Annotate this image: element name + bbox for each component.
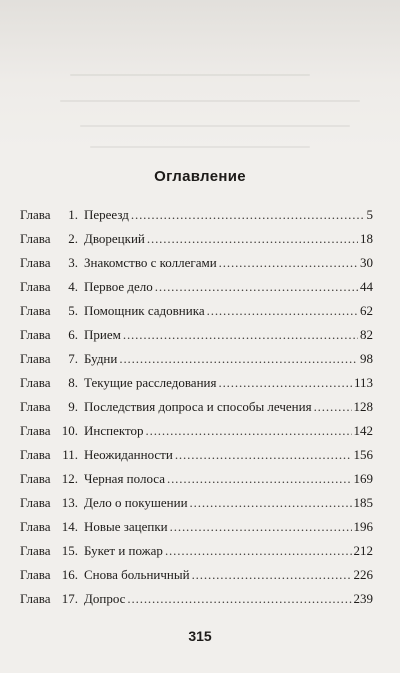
chapter-page-number: 18 xyxy=(360,231,373,246)
toc-entry[interactable] xyxy=(20,515,373,539)
toc-entry[interactable] xyxy=(20,467,373,491)
toc-entry[interactable] xyxy=(20,299,373,323)
dot-leader xyxy=(167,467,352,491)
chapter-title: Снова больничный xyxy=(84,567,190,582)
chapter-number: 16. xyxy=(61,567,78,582)
dot-leader xyxy=(314,395,352,419)
table-of-contents xyxy=(20,203,373,611)
dot-leader xyxy=(119,347,358,371)
chapter-number: 11. xyxy=(62,447,78,462)
dot-leader xyxy=(155,275,358,299)
chapter-page-number: 62 xyxy=(360,303,373,318)
chapter-word: Глава xyxy=(20,423,51,438)
chapter-word: Глава xyxy=(20,495,51,510)
chapter-title: Переезд xyxy=(84,207,129,222)
chapter-title: Первое дело xyxy=(84,279,153,294)
chapter-title: Знакомство с коллегами xyxy=(84,255,217,270)
page-number: 315 xyxy=(188,628,212,644)
chapter-page-number: 196 xyxy=(353,519,373,534)
show-through-area xyxy=(0,0,400,150)
dot-leader xyxy=(127,587,351,611)
chapter-number: 8. xyxy=(68,375,78,390)
dot-leader xyxy=(192,563,352,587)
chapter-title: Инспектор xyxy=(84,423,144,438)
toc-entry[interactable] xyxy=(20,395,373,419)
chapter-page-number: 226 xyxy=(353,567,373,582)
toc-entry[interactable] xyxy=(20,443,373,467)
chapter-title: Дело о покушении xyxy=(84,495,188,510)
toc-entry[interactable] xyxy=(20,275,373,299)
chapter-number: 13. xyxy=(61,495,78,510)
chapter-page-number: 128 xyxy=(353,399,373,414)
dot-leader xyxy=(219,251,358,275)
chapter-number: 7. xyxy=(68,351,78,366)
chapter-number: 1. xyxy=(68,207,78,222)
chapter-page-number: 113 xyxy=(353,375,373,390)
chapter-page-number: 239 xyxy=(353,591,373,606)
dot-leader xyxy=(131,203,365,227)
chapter-page-number: 212 xyxy=(353,543,373,558)
chapter-number: 3. xyxy=(68,255,78,270)
chapter-word: Глава xyxy=(20,471,51,486)
toc-entry[interactable] xyxy=(20,371,373,395)
show-through-line xyxy=(70,74,310,76)
dot-leader xyxy=(165,539,352,563)
chapter-title: Будни xyxy=(84,351,118,366)
chapter-number: 6. xyxy=(68,327,78,342)
chapter-page-number: 30 xyxy=(360,255,373,270)
chapter-word: Глава xyxy=(20,399,51,414)
chapter-page-number: 44 xyxy=(360,279,373,294)
chapter-title: Текущие расследования xyxy=(84,375,217,390)
dot-leader xyxy=(218,371,351,395)
page-title: Оглавление xyxy=(154,168,246,185)
chapter-title: Новые зацепки xyxy=(84,519,168,534)
dot-leader xyxy=(170,515,352,539)
dot-leader xyxy=(207,299,358,323)
chapter-page-number: 169 xyxy=(353,471,373,486)
chapter-word: Глава xyxy=(20,279,51,294)
toc-entry[interactable] xyxy=(20,539,373,563)
chapter-word: Глава xyxy=(20,567,51,582)
chapter-title: Букет и пожар xyxy=(84,543,163,558)
chapter-number: 10. xyxy=(61,423,78,438)
chapter-page-number: 142 xyxy=(353,423,373,438)
chapter-word: Глава xyxy=(20,255,51,270)
toc-entry[interactable] xyxy=(20,563,373,587)
chapter-page-number: 156 xyxy=(353,447,373,462)
chapter-word: Глава xyxy=(20,351,51,366)
show-through-line xyxy=(90,146,310,148)
show-through-line xyxy=(80,125,350,127)
chapter-title: Прием xyxy=(84,327,121,342)
dot-leader xyxy=(175,443,352,467)
toc-entry[interactable] xyxy=(20,419,373,443)
chapter-word: Глава xyxy=(20,231,51,246)
chapter-word: Глава xyxy=(20,447,51,462)
chapter-number: 5. xyxy=(68,303,78,318)
chapter-word: Глава xyxy=(20,519,51,534)
dot-leader xyxy=(190,491,352,515)
chapter-title: Помощник садовника xyxy=(84,303,205,318)
toc-entry[interactable] xyxy=(20,323,373,347)
chapter-page-number: 98 xyxy=(360,351,373,366)
chapter-page-number: 185 xyxy=(353,495,373,510)
chapter-title: Последствия допроса и способы лечения xyxy=(84,399,312,414)
chapter-title: Допрос xyxy=(84,591,126,606)
chapter-word: Глава xyxy=(20,543,51,558)
dot-leader xyxy=(123,323,358,347)
toc-entry[interactable] xyxy=(20,227,373,251)
toc-entry[interactable] xyxy=(20,203,373,227)
chapter-page-number: 5 xyxy=(366,207,373,222)
chapter-number: 4. xyxy=(68,279,78,294)
chapter-word: Глава xyxy=(20,303,51,318)
dot-leader xyxy=(146,419,352,443)
chapter-number: 14. xyxy=(61,519,78,534)
chapter-word: Глава xyxy=(20,327,51,342)
chapter-word: Глава xyxy=(20,591,51,606)
chapter-title: Неожиданности xyxy=(84,447,173,462)
toc-entry[interactable] xyxy=(20,491,373,515)
chapter-word: Глава xyxy=(20,375,51,390)
chapter-word: Глава xyxy=(20,207,51,222)
chapter-number: 12. xyxy=(61,471,78,486)
show-through-line xyxy=(60,100,360,102)
chapter-title: Черная полоса xyxy=(84,471,165,486)
chapter-number: 9. xyxy=(68,399,78,414)
toc-entry[interactable] xyxy=(20,251,373,275)
chapter-number: 17. xyxy=(61,591,78,606)
chapter-title: Дворецкий xyxy=(84,231,145,246)
chapter-number: 2. xyxy=(68,231,78,246)
dot-leader xyxy=(147,227,358,251)
toc-entry[interactable] xyxy=(20,587,373,611)
chapter-number: 15. xyxy=(61,543,78,558)
chapter-page-number: 82 xyxy=(360,327,373,342)
toc-entry[interactable] xyxy=(20,347,373,371)
